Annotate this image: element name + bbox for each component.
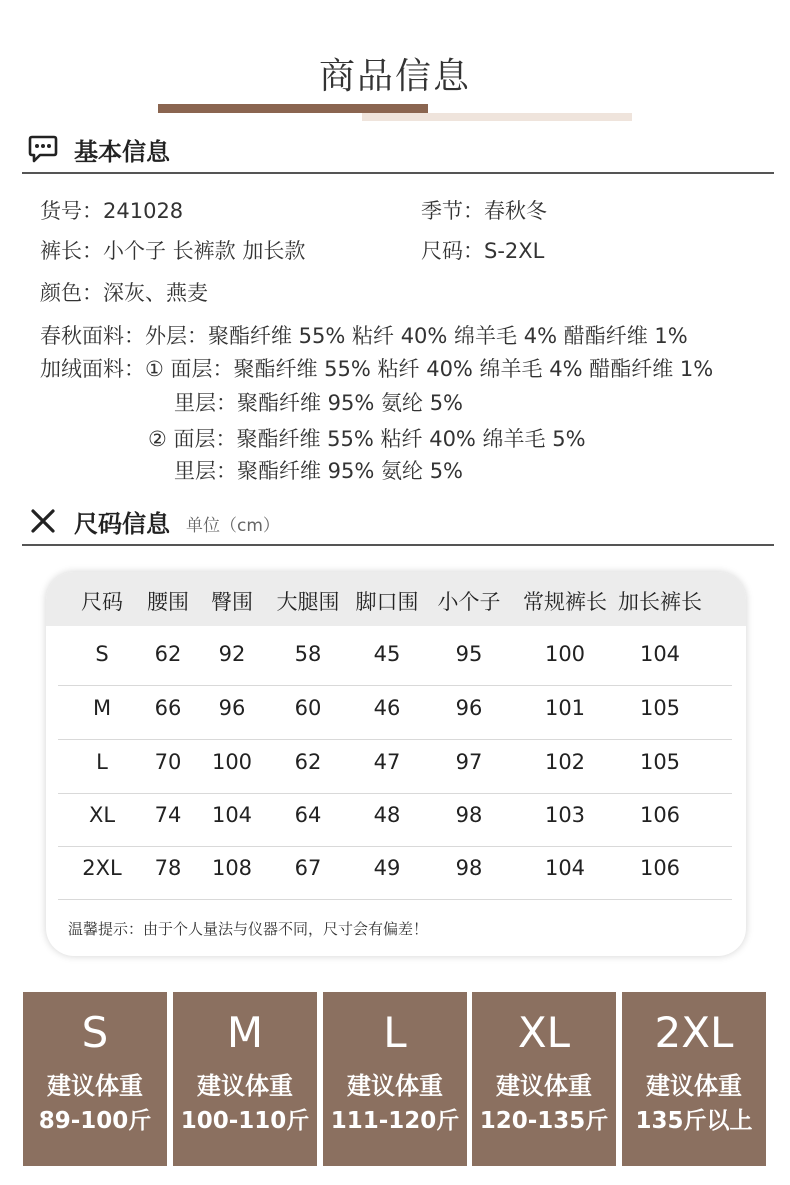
- table-cell: 105: [639, 696, 681, 720]
- basic-info-title: 基本信息: [74, 137, 170, 166]
- weight-size: XL: [517, 1008, 571, 1057]
- row-divider: [58, 793, 732, 794]
- size-info-title: 尺码信息: [74, 509, 170, 538]
- table-cell: 67: [294, 856, 322, 880]
- page-title: 商品信息: [318, 56, 471, 97]
- size-table: [46, 572, 746, 956]
- row-divider: [58, 685, 732, 686]
- table-cell: 62: [294, 750, 322, 774]
- fabric-fleece-1: 加绒面料：① 面层：聚酯纤维 55% 粘纤 40% 绵羊毛 4% 醋酯纤维 1%: [40, 357, 714, 381]
- season: 季节：春秋冬: [421, 199, 547, 223]
- fabric-spring: 春秋面料：外层：聚酯纤维 55% 粘纤 40% 绵羊毛 4% 醋酯纤维 1%: [40, 324, 688, 348]
- item-number: 货号：241028: [40, 199, 184, 223]
- column-header: 脚口围: [355, 590, 419, 614]
- weight-box: [173, 992, 317, 1166]
- column-header: 尺码: [81, 590, 123, 614]
- weight-size: M: [226, 1008, 264, 1057]
- fabric-fleece-1-lining: 里层：聚酯纤维 95% 氨纶 5%: [174, 391, 464, 415]
- table-cell: 78: [154, 856, 182, 880]
- weight-box: [23, 992, 167, 1166]
- table-cell: 104: [544, 856, 586, 880]
- table-cell: 74: [154, 803, 182, 827]
- color-options: 颜色：深灰、燕麦: [40, 281, 208, 305]
- table-cell: 95: [455, 642, 483, 666]
- weight-box: [472, 992, 616, 1166]
- table-cell: 60: [294, 696, 322, 720]
- weight-label: 建议体重: [47, 1072, 143, 1100]
- weight-range: 100-110斤: [180, 1108, 310, 1134]
- table-cell: 96: [218, 696, 246, 720]
- table-cell: 97: [455, 750, 483, 774]
- table-cell: 98: [455, 803, 483, 827]
- table-cell: 100: [211, 750, 253, 774]
- size-info-header: [28, 503, 773, 539]
- table-cell: 45: [373, 642, 401, 666]
- weight-size: 2XL: [654, 1008, 734, 1057]
- table-cell: 49: [373, 856, 401, 880]
- size-unit: 单位（cm）: [186, 515, 280, 536]
- table-cell: 104: [211, 803, 253, 827]
- size-range: 尺码：S-2XL: [421, 239, 545, 263]
- table-cell: 62: [154, 642, 182, 666]
- fabric-fleece-2-lining: 里层：聚酯纤维 95% 氨纶 5%: [174, 459, 464, 483]
- fabric-fleece-2: ② 面层：聚酯纤维 55% 粘纤 40% 绵羊毛 5%: [148, 427, 586, 451]
- weight-box: [323, 992, 467, 1166]
- weight-range: 111-120斤: [330, 1108, 460, 1134]
- weight-label: 建议体重: [646, 1072, 742, 1100]
- row-size-label: S: [95, 642, 109, 666]
- basic-info-divider: [22, 172, 774, 174]
- table-cell: 101: [544, 696, 586, 720]
- table-cell: 98: [455, 856, 483, 880]
- table-cell: 64: [294, 803, 322, 827]
- size-info-divider: [22, 544, 774, 546]
- title-underline-light: [362, 113, 632, 121]
- column-header: 小个子: [437, 590, 501, 614]
- basic-info-header: [28, 131, 773, 167]
- table-cell: 48: [373, 803, 401, 827]
- weight-label: 建议体重: [496, 1072, 592, 1100]
- column-header: 臀围: [211, 590, 253, 614]
- table-cell: 102: [544, 750, 586, 774]
- table-cell: 106: [639, 856, 681, 880]
- column-header: 腰围: [147, 590, 189, 614]
- row-size-label: M: [92, 696, 112, 720]
- weight-size: L: [383, 1008, 407, 1057]
- pant-length: 裤长：小个子 长裤款 加长款: [40, 239, 306, 263]
- table-cell: 58: [294, 642, 322, 666]
- row-size-label: 2XL: [82, 856, 122, 880]
- table-cell: 47: [373, 750, 401, 774]
- row-size-label: L: [96, 750, 108, 774]
- weight-box: [622, 992, 766, 1166]
- table-cell: 103: [544, 803, 586, 827]
- weight-range: 120-135斤: [479, 1108, 609, 1134]
- table-cell: 100: [544, 642, 586, 666]
- table-cell: 70: [154, 750, 182, 774]
- column-header: 大腿围: [276, 590, 340, 614]
- row-size-label: XL: [88, 803, 116, 827]
- title-underline-dark: [158, 104, 428, 113]
- column-header: 常规裤长: [523, 590, 607, 614]
- cross-icon: [28, 506, 58, 536]
- chat-bubble-icon: [28, 134, 58, 164]
- weight-size: S: [81, 1008, 109, 1057]
- table-cell: 66: [154, 696, 182, 720]
- weight-label: 建议体重: [197, 1072, 293, 1100]
- table-cell: 105: [639, 750, 681, 774]
- table-cell: 104: [639, 642, 681, 666]
- row-divider: [58, 899, 732, 900]
- measurement-tip: 温馨提示：由于个人量法与仪器不同，尺寸会有偏差！: [68, 920, 429, 938]
- table-cell: 106: [639, 803, 681, 827]
- weight-range: 135斤以上: [635, 1108, 753, 1134]
- table-cell: 96: [455, 696, 483, 720]
- weight-label: 建议体重: [347, 1072, 443, 1100]
- table-cell: 108: [211, 856, 253, 880]
- table-cell: 92: [218, 642, 246, 666]
- weight-range: 89-100斤: [38, 1108, 152, 1134]
- row-divider: [58, 846, 732, 847]
- row-divider: [58, 739, 732, 740]
- table-cell: 46: [373, 696, 401, 720]
- column-header: 加长裤长: [618, 590, 702, 614]
